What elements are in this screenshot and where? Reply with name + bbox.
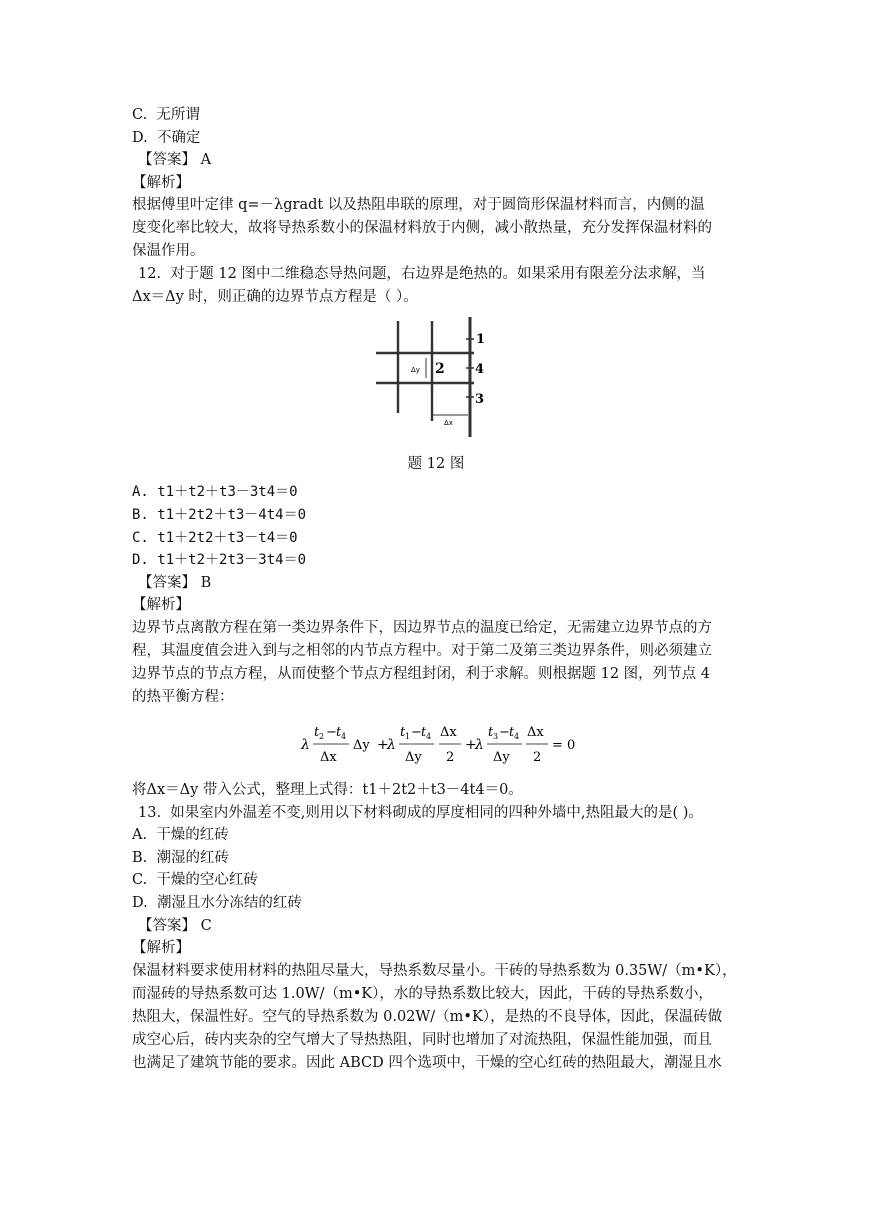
analysis-heading: 【解析】 bbox=[132, 174, 190, 191]
figure-caption: 题 12 图 bbox=[407, 456, 465, 473]
page-content bbox=[132, 104, 740, 1075]
svg-text:−: − bbox=[499, 724, 510, 740]
option-c: C. 干燥的空心红砖 bbox=[132, 872, 258, 889]
node-label-3: 3 bbox=[475, 392, 485, 408]
node-label-2: 2 bbox=[435, 361, 445, 378]
svg-text:2: 2 bbox=[446, 749, 455, 765]
option-b: B. 潮湿的红砖 bbox=[132, 849, 229, 866]
svg-text:1: 1 bbox=[405, 731, 411, 741]
svg-text:Δy: Δy bbox=[353, 737, 370, 753]
option-d: D. t1＋t2＋2t3－3t4＝0 bbox=[132, 552, 307, 569]
svg-text:t: t bbox=[400, 724, 406, 740]
heat-balance-formula bbox=[301, 717, 576, 773]
answer-line: 【答案】 A bbox=[138, 152, 212, 169]
svg-text:4: 4 bbox=[341, 731, 347, 741]
svg-text:= 0: = 0 bbox=[552, 737, 576, 753]
svg-text:+: + bbox=[465, 736, 477, 753]
svg-text:t: t bbox=[509, 724, 515, 740]
option-d: D. 潮湿且水分冻结的红砖 bbox=[132, 894, 302, 911]
option-b: B. t1＋2t2＋t3－4t4＝0 bbox=[132, 506, 307, 523]
node-label-1: 1 bbox=[476, 332, 486, 348]
svg-text:−: − bbox=[326, 724, 337, 740]
question-13-stem: 13. 如果室内外温差不变,则用以下材料砌成的厚度相同的四种外墙中,热阻最大的是( )。 bbox=[138, 804, 703, 821]
analysis-heading: 【解析】 bbox=[132, 597, 190, 614]
dx-label: Δx bbox=[444, 419, 453, 428]
answer-line: 【答案】 B bbox=[138, 574, 212, 591]
option-a: A. t1＋t2＋t3－3t4＝0 bbox=[132, 484, 298, 501]
node-label-4: 4 bbox=[475, 362, 485, 378]
analysis-text: 保温材料要求使用材料的热阻尽量大，导热系数尽量小。干砖的导热系数为 0.35W/（m•K）， 而湿砖的导热系数可达 1.0W/（m•K），水的导热系数比较大，因此，干砖的导热系数小， 热阻大，保温性好。空气的导热系数为 0.02W/（m•K），是热的不良导体，因此，保温砖做 成空心后，砖内夹杂的空气增大了导热热阻，同时也增加了对流热阻，保温性能加强，而且 也满足了建筑节能的要求。因此 ABCD 四个选项中，干燥的空心红砖的热阻最大，潮湿且水 bbox=[132, 962, 737, 1071]
option-list bbox=[132, 481, 740, 571]
svg-text:Δx: Δx bbox=[440, 724, 457, 740]
svg-text:2: 2 bbox=[319, 731, 325, 741]
svg-text:Δx: Δx bbox=[320, 749, 337, 765]
svg-text:λ: λ bbox=[475, 736, 484, 753]
option-d: D. 不确定 bbox=[132, 129, 201, 146]
svg-text:2: 2 bbox=[533, 749, 542, 765]
analysis-text: 边界节点离散方程在第一类边界条件下，因边界节点的温度已给定，无需建立边界节点的方 程，其温度值会进入到与之相邻的内节点方程中。对于第二及第三类边界条件，则必须建立 边界节点的节点方程，从而使整个节点方程组封闭，利于求解。则根据题 12 图，列节点 4 的热平衡方程： bbox=[132, 619, 712, 705]
dy-label: Δy bbox=[411, 366, 420, 375]
svg-text:Δx: Δx bbox=[527, 724, 544, 740]
svg-text:−: − bbox=[411, 724, 422, 740]
svg-text:t: t bbox=[488, 724, 494, 740]
analysis-heading: 【解析】 bbox=[132, 940, 190, 957]
analysis-text: 根据傅里叶定律 q=－λgradt 以及热阻串联的原理，对于圆筒形保温材料而言，内侧的温 度变化率比较大，故将导热系数小的保温材料放于内侧，减小散热量，充分发挥保温材料的 保温作用。 bbox=[132, 197, 712, 260]
svg-text:3: 3 bbox=[493, 731, 499, 741]
option-c: C. t1＋2t2＋t3－t4＝0 bbox=[132, 529, 298, 546]
svg-text:t: t bbox=[314, 724, 320, 740]
conclusion-line: 将Δx＝Δy 带入公式，整理上式得：t1＋2t2＋t3－4t4＝0。 bbox=[132, 781, 523, 798]
grid-figure bbox=[376, 317, 496, 441]
svg-text:t: t bbox=[336, 724, 342, 740]
svg-text:Δy: Δy bbox=[405, 749, 422, 765]
svg-text:t: t bbox=[421, 724, 427, 740]
svg-text:Δy: Δy bbox=[493, 749, 510, 765]
option-a: A. 干燥的红砖 bbox=[132, 827, 229, 844]
svg-text:λ: λ bbox=[301, 736, 310, 753]
option-c: C. 无所谓 bbox=[132, 107, 200, 123]
svg-text:4: 4 bbox=[514, 731, 520, 741]
svg-text:λ: λ bbox=[387, 736, 396, 753]
svg-text:4: 4 bbox=[426, 731, 432, 741]
answer-line: 【答案】 C bbox=[138, 917, 212, 934]
svg-text:+: + bbox=[377, 736, 389, 753]
question-12-stem: 12. 对于题 12 图中二维稳态导热问题，右边界是绝热的。如果采用有限差分法求解，当 Δx＝Δy 时，则正确的边界节点方程是（ ）。 bbox=[132, 266, 706, 306]
